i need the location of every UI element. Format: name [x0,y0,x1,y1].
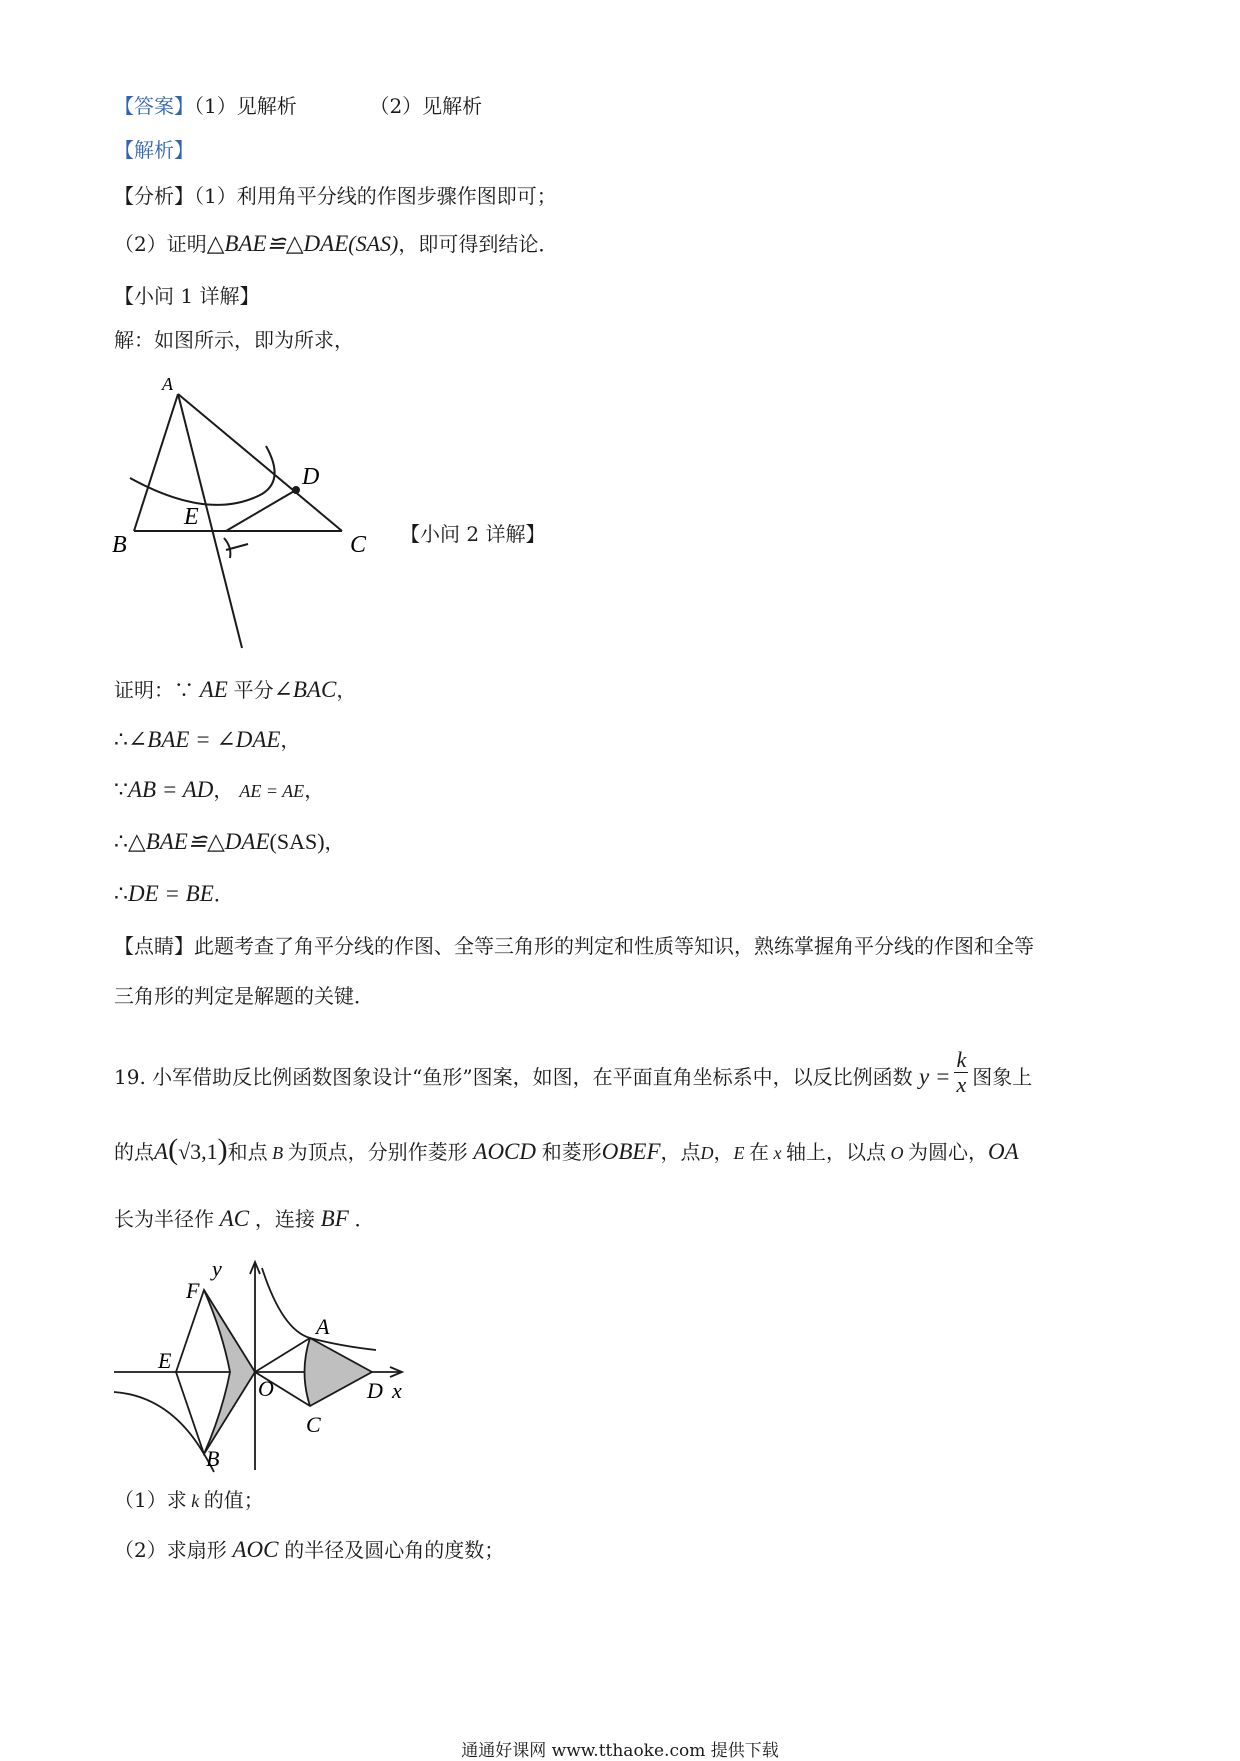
label-f: F [186,1278,200,1303]
q19-number: 19. [114,1065,146,1089]
label-c2: C [306,1412,321,1437]
arc-mark-2 [224,538,230,558]
proof-prefix: 证明：∵ [114,678,194,702]
q19-l2-c: 为顶点，分别作菱形 [287,1140,468,1164]
line2-prefix: （2）证明 [114,232,207,256]
label-c: C [350,532,367,558]
q19-l3-b: ，连接 [254,1207,315,1231]
fenxi-line [114,182,557,210]
label-d: D [302,464,320,490]
q19-l2-d: 和菱形 [541,1140,602,1164]
proof-line-2: ∴∠BAE = ∠DAE， [114,727,301,752]
q19-line-3: 长为半径作 AC ，连接 BF ． [114,1206,375,1231]
q2-end: 的半径及圆心角的度数； [284,1538,505,1562]
sub1-text: 解：如图所示，即为所求， [114,328,354,352]
q19-l3-a: 长为半径作 [114,1207,214,1231]
answer-tag: 【答案】 [114,94,194,118]
label-b2: B [206,1446,220,1471]
side-ab [134,394,178,531]
q19-l2-g: 轴上，以点 [786,1140,887,1164]
label-a: A [162,374,173,394]
q19-line-1: 19. 小军借助反比例函数图象设计“鱼形”图案，如图，在平面直角坐标系中，以反比例函数 y = $\frac{k}{x}$ 图象上 [114,1047,1033,1097]
dianjing-line-2: 三角形的判定是解题的关键． [114,984,374,1008]
answer-part1: （1）见解析 [194,94,297,118]
hyperbola-left [114,1392,214,1472]
segment-de [226,490,296,531]
fenxi-line-2 [114,230,558,258]
footer: 通通好课网 www.tthaoke.com 提供下载 [461,1741,779,1761]
dianjing-tag: 【点睛】 [114,934,194,958]
proof-line-3: ∵AB = AD， AE = AE， [114,777,325,802]
analysis-tag: 【解析】 [114,138,194,162]
fenxi-tag: 【分析】 [114,184,194,208]
q2-text: （2）求扇形 [114,1538,227,1562]
sub1-heading: 【小问 1 详解】 [114,284,260,308]
q19-l2-f: 在 [749,1140,770,1164]
label-o: O [258,1376,274,1401]
q19-subq-2: （2）求扇形 AOC 的半径及圆心角的度数； [114,1537,505,1562]
q1-text: （1）求 [114,1488,187,1512]
dianjing-text-1: 此题考查了角平分线的作图、全等三角形的判定和性质等知识，熟练掌握角平分线的作图和全等 [194,934,1034,958]
triangle-figure [110,372,370,657]
label-e: E [184,504,199,530]
sub2-heading: 【小问 2 详解】 [400,522,546,546]
dianjing-line-1 [114,932,1034,960]
q19-l2-e: ，点 [660,1140,701,1164]
congruence-expr: △BAE≌△DAE(SAS) [206,231,399,256]
fraction-k-over-x: $\frac{k}{x}$ [956,1047,967,1097]
label-a2: A [316,1314,330,1339]
point-d [292,486,300,494]
proof-line-5: ∴DE = BE． [114,881,234,906]
line2-suffix: ，即可得到结论． [398,232,559,256]
label-d2: D [367,1378,383,1403]
answer-part2: （2）见解析 [369,94,483,118]
proof-line-4: ∴△BAE≌△DAE(SAS)， [114,829,345,854]
q19-l2-a: 的点 [114,1140,154,1164]
fenxi-text: （1）利用角平分线的作图步骤作图即可； [194,184,557,208]
q19-l2-b: 和点 [227,1140,268,1164]
proof-bisect-word: 平分 [233,678,274,702]
q19-line-2: 的点A(√3,1)和点 B 为顶点，分别作菱形 AOCD 和菱形OBEF，点D，E 在 x 轴上，以点 O 为圆心，OA [114,1133,1019,1166]
label-x: x [392,1378,402,1403]
label-e2: E [158,1348,172,1373]
q19-subq-1: （1）求 k 的值； [114,1488,264,1512]
q19-text-1: 小军借助反比例函数图象设计“鱼形”图案，如图，在平面直角坐标系中，以反比例函数 [152,1065,913,1089]
q19-text-1-end: 图象上 [972,1065,1033,1089]
proof-comma: ， [336,678,357,702]
label-b: B [112,532,127,558]
q19-l2-h: 为圆心， [908,1140,989,1164]
label-y: y [212,1258,222,1281]
fish-figure [110,1258,430,1478]
proof-line-1: 证明：∵ AE 平分∠BAC， [114,677,357,702]
answer-line [114,92,482,120]
q1-end: 的值； [203,1488,264,1512]
